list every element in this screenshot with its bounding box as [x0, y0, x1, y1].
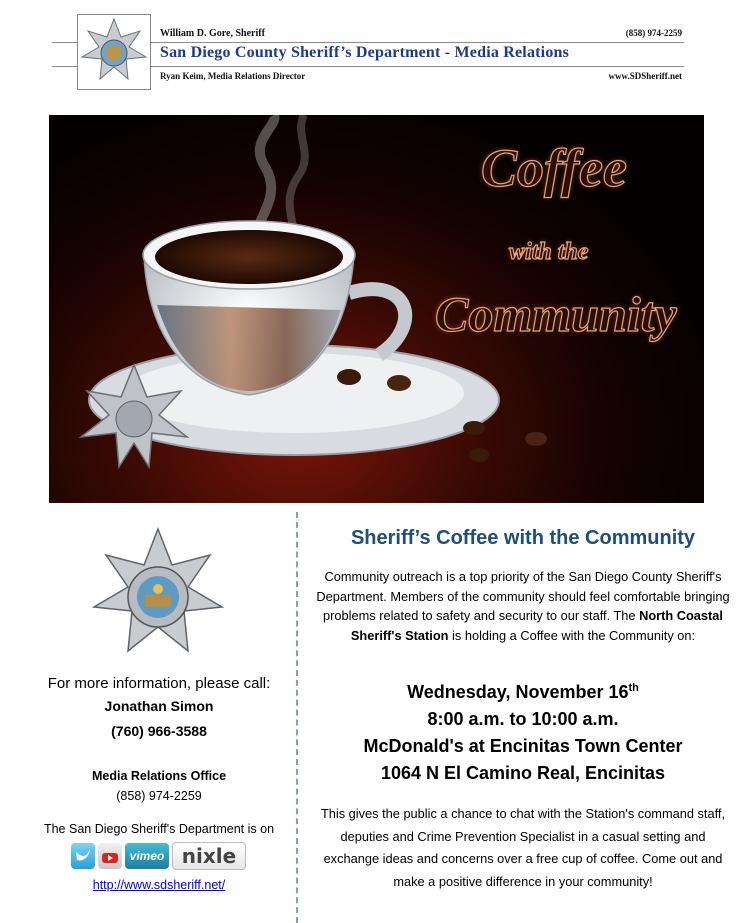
intro-text-before: Community outreach is a top priority of the San Diego County Sheriff's Department. Members of the community should feel comfortable bringing problems related to safety and security to our staff. The	[316, 569, 730, 623]
banner-title-coffee: Coffee	[481, 138, 627, 198]
letterhead-phone: (858) 974-2259	[625, 28, 682, 38]
media-office-phone: (858) 974-2259	[116, 789, 202, 803]
info-call-text: For more information, please call:	[47, 675, 271, 692]
contact-name: Jonathan Simon	[104, 698, 214, 714]
department-name: San Diego County Sheriff’s Department - Media Relations	[160, 44, 570, 61]
contact-phone: (760) 966-3588	[111, 723, 207, 739]
sheriff-name: William D. Gore, Sheriff	[160, 28, 265, 39]
article-column	[316, 515, 730, 923]
event-date	[316, 675, 730, 706]
article-intro	[316, 567, 730, 645]
event-date-text: Wednesday, November 16	[407, 682, 629, 702]
sheriff-star-icon	[88, 525, 228, 665]
coffee-banner	[49, 115, 704, 503]
column-divider	[296, 512, 298, 923]
youtube-icon[interactable]	[98, 843, 122, 869]
vimeo-icon[interactable]: vimeo	[125, 843, 169, 869]
article-closing: This gives the public a chance to chat with the Station's command staff, deputies and Crime Prevention Specialist in a casual setting and exchange ideas and concerns over a free cup of coffee. Come out and make a positive difference in your community!	[320, 806, 726, 889]
event-address: 1064 N El Camino Real, Encinitas	[380, 763, 666, 783]
letterhead-logo	[77, 14, 151, 90]
twitter-icon[interactable]	[71, 843, 95, 869]
social-intro-text: The San Diego Sheriff's Department is on	[43, 822, 275, 836]
station-name: North Coastal Sheriff's Station	[350, 608, 723, 643]
contact-column	[0, 515, 296, 923]
event-date-suffix: th	[628, 682, 639, 694]
event-time: 8:00 a.m. to 10:00 a.m.	[427, 709, 619, 729]
event-details	[316, 675, 730, 787]
banner-title-community: Community	[435, 286, 677, 342]
media-office-title: Media Relations Office	[91, 769, 227, 783]
intro-text-after: is holding a Coffee with the Community on:	[448, 627, 696, 643]
banner-title-with-the: with the	[509, 239, 589, 265]
sheriff-star-icon	[78, 15, 150, 89]
event-venue: McDonald's at Encinitas Town Center	[363, 736, 683, 756]
nixle-icon[interactable]: nixle	[172, 842, 246, 870]
social-links	[71, 841, 246, 871]
letterhead-website: www.SDSheriff.net	[608, 71, 682, 81]
letterhead	[52, 14, 684, 92]
director-name: Ryan Keim, Media Relations Director	[160, 71, 306, 81]
sheriff-website-link[interactable]: http://www.sdsheriff.net/	[92, 878, 226, 892]
article-title: Sheriff’s Coffee with the Community	[350, 527, 696, 549]
